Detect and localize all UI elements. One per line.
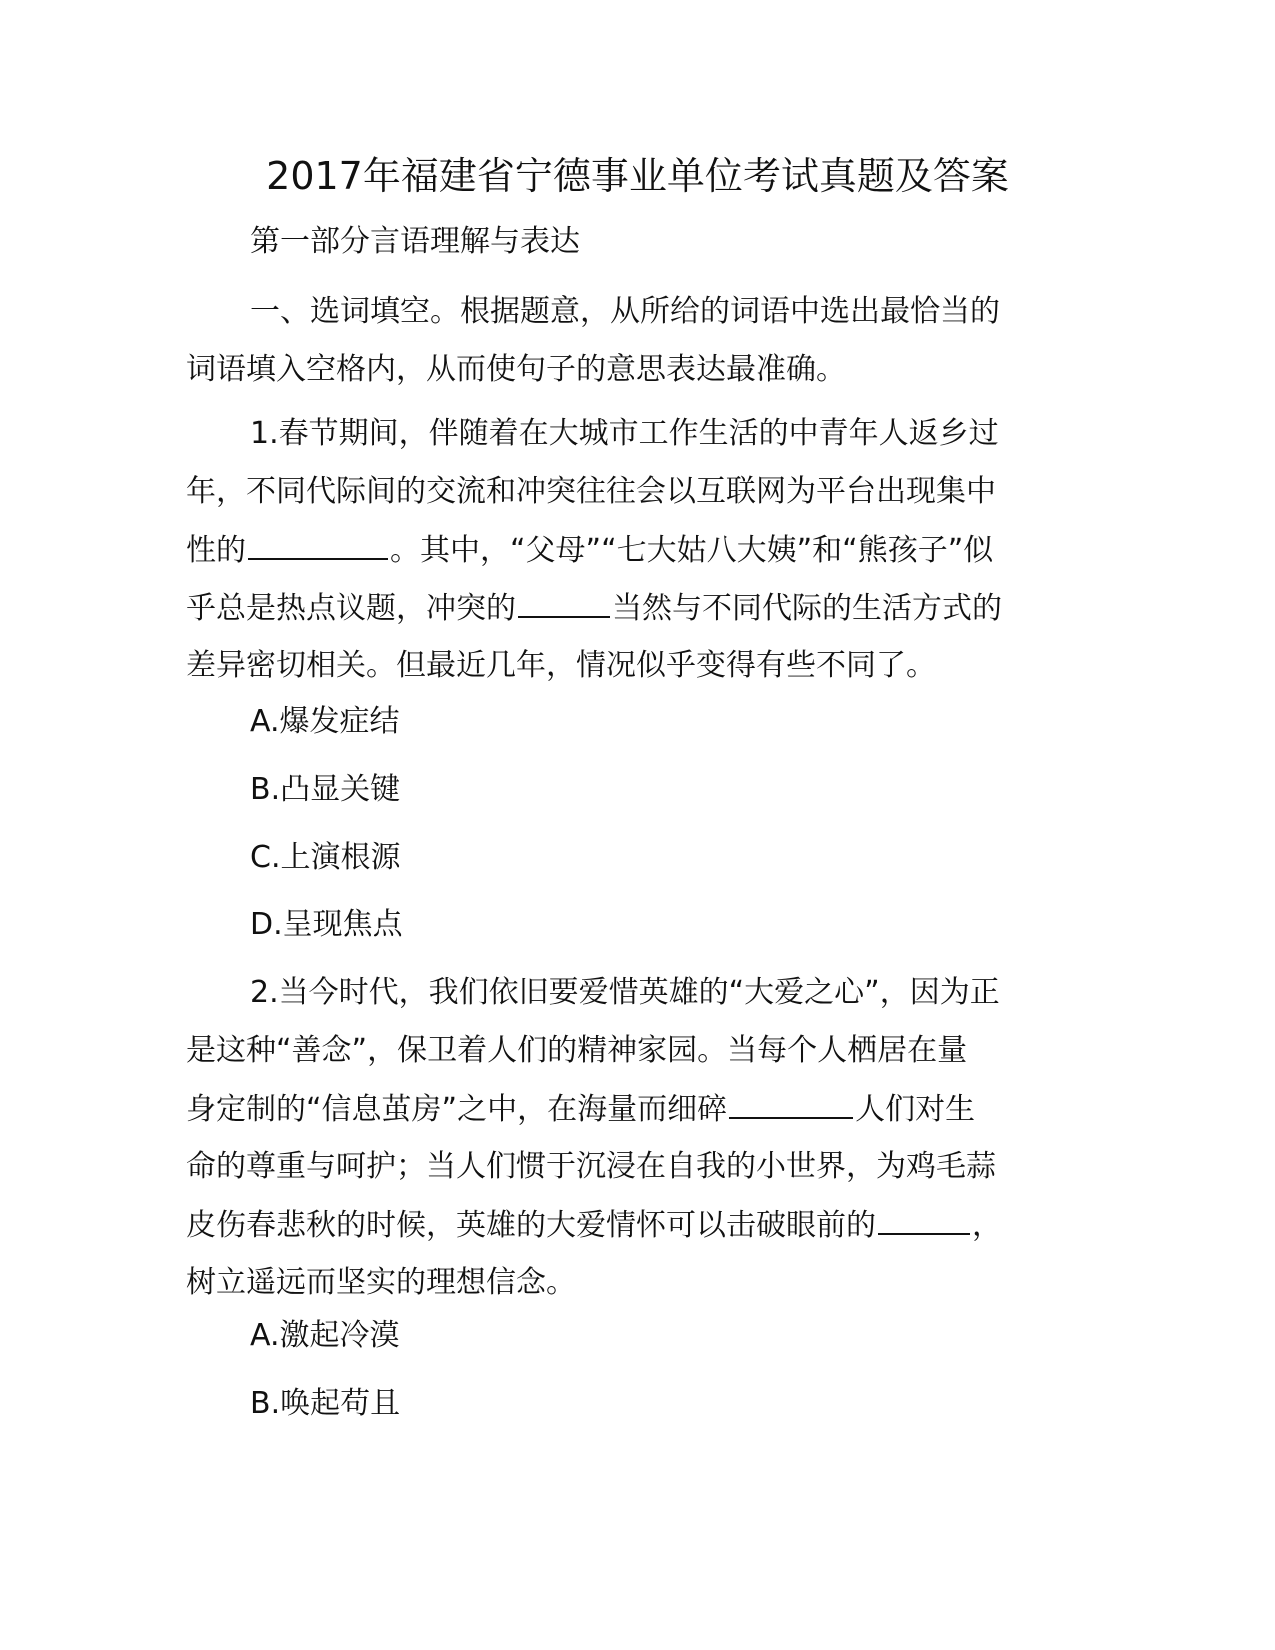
q2-line-3-b: 人们对生 [855,1092,976,1127]
section-line-2: 词语填入空格内，从而使句子的意思表达最准确。 [186,352,846,387]
q2-option-a: A.激起冷漠 [250,1318,400,1353]
q1-option-c: C.上演根源 [250,840,401,875]
q2-line-4: 命的尊重与呵护；当人们惯于沉浸在自我的小世界，为鸡毛蒜 [186,1149,996,1184]
q1-line-4-b: 当然与不同代际的生活方式的 [612,591,1002,626]
question-1 [186,406,1086,696]
q2-blank-1 [729,1081,853,1119]
part-heading [186,214,1086,272]
section-line-1: 一、选词填空。根据题意，从所给的词语中选出最恰当的 [250,294,1000,329]
q2-line-3-a: 身定制的“信息茧房”之中，在海量而细碎 [186,1092,728,1127]
section-instructions [186,284,1086,400]
q2-line-5 [186,1197,1086,1255]
q2-line-2: 是这种“善念”，保卫着人们的精神家园。当每个人栖居在量 [186,1033,968,1068]
q1-line-4 [186,580,1086,638]
q1-option-b: B.凸显关键 [250,772,401,807]
q2-option-b: B.唤起苟且 [250,1386,401,1421]
page-title: 2017年福建省宁德事业单位考试真题及答案 [266,154,1009,198]
q1-line-4-a: 乎总是热点议题，冲突的 [186,591,516,626]
q2-line-3 [186,1081,1086,1139]
q1-option-d: D.呈现焦点 [250,907,403,942]
q1-line-3 [186,522,1086,580]
question-2 [186,965,1086,1313]
q2-line-1: 2.当今时代，我们依旧要爱惜英雄的“大爱之心”，因为正 [250,975,1000,1010]
q1-blank-1 [248,522,388,560]
part-heading-text: 第一部分言语理解与表达 [250,224,580,259]
q2-blank-2 [878,1197,970,1235]
q2-line-5-a: 皮伤春悲秋的时候，英雄的大爱情怀可以击破眼前的 [186,1208,876,1243]
q2-line-6: 树立遥远而坚实的理想信念。 [186,1265,576,1300]
q1-line-2: 年，不同代际间的交流和冲突往往会以互联网为平台出现集中 [186,474,996,509]
q1-option-a: A.爆发症结 [250,704,400,739]
q1-line-3-b: 。其中，“父母”“七大姑八大姨”和“熊孩子”似 [390,533,994,568]
q1-line-3-a: 性的 [186,533,246,568]
q2-line-5-b: ， [972,1208,1002,1243]
q1-line-5: 差异密切相关。但最近几年，情况似乎变得有些不同了。 [186,648,936,683]
q1-line-1: 1.春节期间，伴随着在大城市工作生活的中青年人返乡过 [250,416,999,451]
q1-blank-2 [518,580,610,618]
